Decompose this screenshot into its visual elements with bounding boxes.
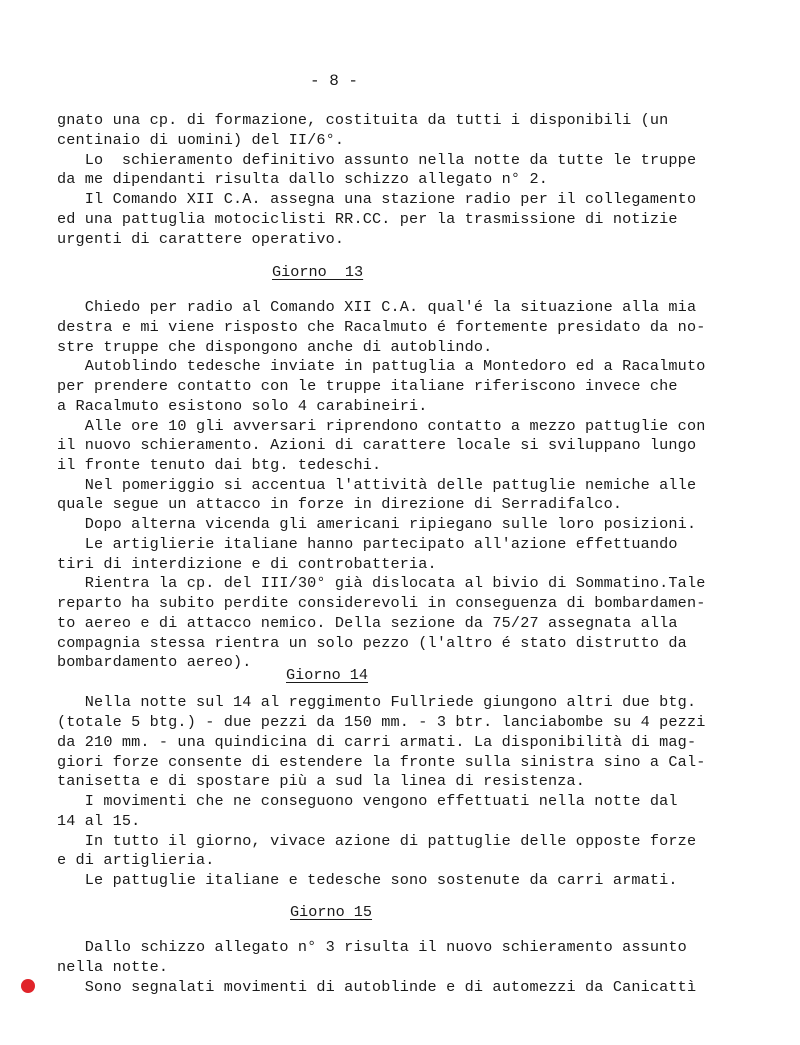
text-line: Lo schieramento definitivo assunto nella notte da tutte le truppe [57,151,697,169]
text-line: Sono segnalati movimenti di autoblinde e di automezzi da Canicattì [57,978,697,996]
text-line: e di artiglieria. [57,851,215,869]
text-line: Rientra la cp. del III/30° già dislocata al bivio di Sommatino.Tale [57,574,706,592]
text-line: compagnia stessa rientra un solo pezzo (l'altro é stato distrutto da [57,634,687,652]
text-line: Dopo alterna vicenda gli americani ripiegano sulle loro posizioni. [57,515,697,533]
text-line: bombardamento aereo). [57,653,252,671]
text-line: to aereo e di attacco nemico. Della sezione da 75/27 assegnata alla [57,614,678,632]
text-line: Le artiglierie italiane hanno partecipato all'azione effettuando [57,535,678,553]
text-line: Chiedo per radio al Comando XII C.A. qual'é la situazione alla mia [57,298,697,316]
red-dot-marker [21,979,35,993]
section-heading-giorno-15: Giorno 15 [290,903,373,921]
text-line: urgenti di carattere operativo. [57,230,345,248]
text-line: Le pattuglie italiane e tedesche sono sostenute da carri armati. [57,871,678,889]
text-line: I movimenti che ne conseguono vengono effettuati nella notte dal [57,792,678,810]
text-line: quale segue un attacco in forze in direzione di Serradifalco. [57,495,623,513]
text-line: per prendere contatto con le truppe italiane riferiscono invece che [57,377,678,395]
text-line: ed una pattuglia motociclisti RR.CC. per la trasmissione di notizie [57,210,678,228]
section-heading-giorno-14: Giorno 14 [286,666,369,684]
section-heading-giorno-13: Giorno 13 [272,263,364,281]
text-line: tanisetta e di spostare più a sud la linea di resistenza. [57,772,586,790]
page-number: - 8 - [310,72,359,90]
text-line: da me dipendanti risulta dallo schizzo allegato n° 2. [57,170,548,188]
text-line: il nuovo schieramento. Azioni di carattere locale si sviluppano lungo [57,436,697,454]
text-line: 14 al 15. [57,812,141,830]
text-line: Il Comando XII C.A. assegna una stazione radio per il collegamento [57,190,697,208]
text-line: da 210 mm. - una quindicina di carri armati. La disponibilità di mag- [57,733,697,751]
text-line: Nel pomeriggio si accentua l'attività delle pattuglie nemiche alle [57,476,697,494]
text-line: gnato una cp. di formazione, costituita da tutti i disponibili (un [57,111,669,129]
text-line: (totale 5 btg.) - due pezzi da 150 mm. - 3 btr. lanciabombe su 4 pezzi [57,713,706,731]
text-line: a Racalmuto esistono solo 4 carabineiri. [57,397,428,415]
text-line: reparto ha subito perdite considerevoli in conseguenza di bombardamen- [57,594,706,612]
text-line: nella notte. [57,958,169,976]
text-line: Dallo schizzo allegato n° 3 risulta il nuovo schieramento assunto [57,938,687,956]
text-line: Alle ore 10 gli avversari riprendono contatto a mezzo pattuglie con [57,417,706,435]
text-line: In tutto il giorno, vivace azione di pattuglie delle opposte forze [57,832,697,850]
text-line: Nella notte sul 14 al reggimento Fullriede giungono altri due btg. [57,693,697,711]
text-line: il fronte tenuto dai btg. tedeschi. [57,456,382,474]
text-line: stre truppe che dispongono anche di autoblindo. [57,338,493,356]
text-line: tiri di interdizione e di controbatteria. [57,555,437,573]
text-line: destra e mi viene risposto che Racalmuto é fortemente presidato da no- [57,318,706,336]
text-line: centinaio di uomini) del II/6°. [57,131,345,149]
text-line: Autoblindo tedesche inviate in pattuglia a Montedoro ed a Racalmuto [57,357,706,375]
text-line: giori forze consente di estendere la fronte sulla sinistra sino a Cal- [57,753,706,771]
